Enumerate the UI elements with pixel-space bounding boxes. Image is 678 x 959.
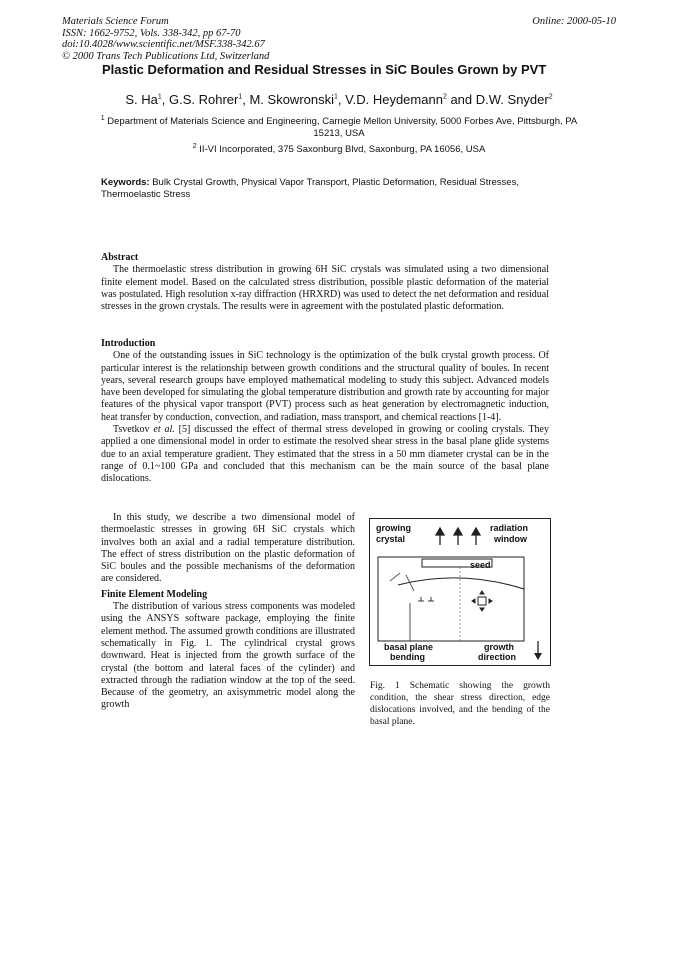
figure-1	[369, 518, 551, 666]
author-list	[0, 92, 678, 107]
label-basal-plane: basal plane	[384, 642, 434, 652]
affiliation-1	[100, 116, 578, 140]
introduction-section	[101, 338, 549, 486]
abstract-section	[101, 252, 549, 313]
author-affil-mark: 2	[442, 93, 447, 101]
label-window: window	[494, 534, 527, 544]
label-crystal: crystal	[376, 534, 406, 544]
author-affil-mark: 1	[238, 93, 243, 101]
issn-line: ISSN: 1662-9752, Vols. 338-342, pp 67-70	[62, 27, 241, 39]
affiliation-2	[100, 144, 578, 156]
introduction-heading: Introduction	[101, 338, 156, 349]
fem-heading: Finite Element Modeling	[101, 588, 208, 600]
intro-paragraph-3: In this study, we describe a two dimensional model of thermoelastic stresses in growing 6H SiC crystals which involves both an axial and a radial temperature distribution. The effect of stress distribution on the plastic deformation of SiC boules and the possible mechanisms of the deformation are considered.	[101, 512, 355, 585]
intro-paragraph-2	[101, 424, 549, 485]
label-bending: bending	[390, 652, 425, 662]
paper-title: Plastic Deformation and Residual Stresses in SiC Boules Grown by PVT	[102, 62, 547, 77]
label-direction: direction	[478, 652, 517, 662]
author-affil-mark: 2	[548, 93, 553, 101]
text-run: [5] discussed the effect of thermal stress developed in growing or cooling crystals. They applied a one dimensional model in order to estimate the resolved shear stress in the basal plane glide systems due to an axial temperature gradient. They estimated that the stress in a 50 mm diameter crystal can be in the range of 0.1~100 GPa and concluded that this mechanism can be the main source of the basal plane dislocations.	[101, 424, 549, 485]
intro-paragraph-1: One of the outstanding issues in SiC technology is the optimization of the bulk crystal growth process. Of particular interest is the relationship between growth conditions and the structural quality of boules. In recent years, several research groups have employed mathematical modeling to study this subject. Advanced models have been developed for simulating the global temperature distribution and growth rate by accounting for major features of the physical vapor transport (PVT) process such as heat generation by electromagnetic induction, heat transfer by conduction, convection, and radiation, mass transport, and chemical reactions [1-4].	[101, 350, 549, 423]
affil-number: 1	[100, 114, 105, 122]
author-affil-mark: 1	[157, 93, 162, 101]
author: and D.W. Snyder	[446, 92, 549, 107]
copyright-line: © 2000 Trans Tech Publications Ltd, Switzerland	[62, 50, 270, 62]
left-column	[101, 512, 355, 712]
affil-text: Department of Materials Science and Engineering, Carnegie Mellon University, 5000 Forbes Ave, Pittsburgh, PA 15213, USA	[104, 116, 578, 139]
affil-text: II-VI Incorporated, 375 Saxonburg Blvd, Saxonburg, PA 16056, USA	[196, 144, 486, 155]
journal-header	[62, 16, 269, 62]
keywords	[101, 177, 531, 201]
abstract-text: The thermoelastic stress distribution in growing 6H SiC crystals was simulated using a two dimensional finite element model. Based on the calculated stress distribution, possible plastic deformation of the material was postulated. High resolution x-ray diffraction (HRXRD) was used to detect the net deformation and residual stresses in the grown crystals. The results were in agreement with the postulated plastic deformation.	[101, 264, 549, 313]
author: , M. Skowronski	[242, 92, 334, 107]
figure-1-caption: Fig. 1 Schematic showing the growth condition, the shear stress direction, edge dislocations involved, and the bending of the basal plane.	[370, 681, 550, 727]
author-affil-mark: 1	[334, 93, 338, 101]
keywords-text: Bulk Crystal Growth, Physical Vapor Transport, Plastic Deformation, Residual Stresses, Thermoelastic Stress	[101, 177, 519, 200]
affil-number: 2	[192, 142, 197, 150]
online-date: Online: 2000-05-10	[532, 16, 616, 27]
journal-name: Materials Science Forum	[62, 16, 169, 27]
label-seed: seed	[470, 560, 491, 570]
author: , G.S. Rohrer	[161, 92, 239, 107]
label-growth: growth	[484, 642, 514, 652]
author: , V.D. Heydemann	[337, 92, 443, 107]
label-growing: growing	[376, 523, 411, 533]
abstract-heading: Abstract	[101, 252, 139, 263]
text-run: Tsvetkov	[113, 424, 154, 436]
doi-line: doi:10.4028/www.scientific.net/MSF.338-342.67	[62, 39, 265, 50]
author: S. Ha	[125, 92, 158, 107]
label-radiation: radiation	[490, 523, 529, 533]
keywords-label: Keywords:	[101, 177, 150, 188]
fem-paragraph-1: The distribution of various stress components was modeled using the ANSYS software package, employing the finite element method. The assumed growth conditions are illustrated schematically in Fig. 1. The cylindrical crystal grows downward. Heat is injected from the growth surface of the crystal (the bottom and lateral faces of the cylinder) and extracted through the radiation window at the top of the seed. Because of the geometry, an axisymmetric model along the growth	[101, 601, 355, 711]
text-run-italic: et al.	[153, 424, 175, 436]
